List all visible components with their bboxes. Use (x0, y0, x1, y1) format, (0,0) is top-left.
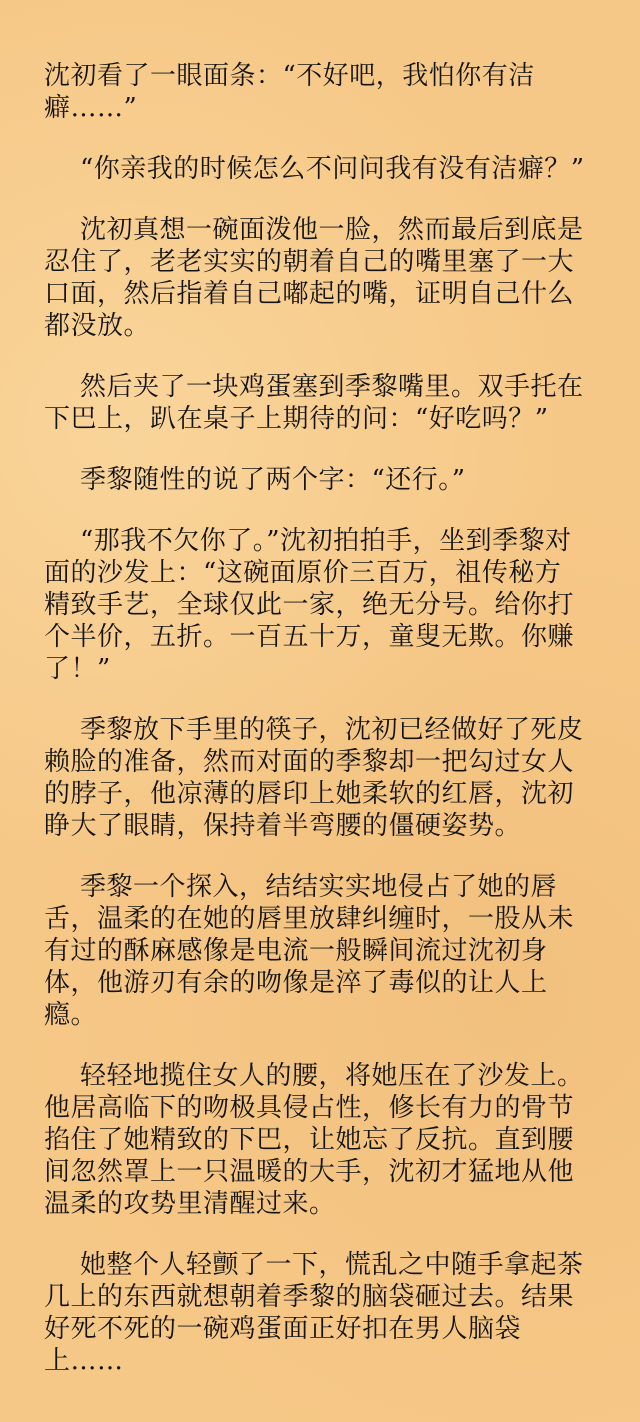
paragraph-line: 个半价，五折。一百五十万，童叟无欺。你赚 (44, 622, 575, 652)
paragraph (44, 60, 604, 124)
paragraph-line: 轻轻地揽住女人的腰，将她压在了沙发上。 (80, 1061, 584, 1091)
paragraph-line: 她整个人轻颤了一下，慌乱之中随手拿起茶 (80, 1250, 584, 1280)
paragraph-line: 好死不死的一碗鸡蛋面正好扣在男人脑袋 (44, 1314, 522, 1344)
paragraph-line: 温柔的攻势里清醒过来。 (44, 1189, 336, 1219)
paragraph-line: 季黎随性的说了两个字：“还行。” (80, 465, 466, 495)
paragraph (44, 214, 604, 342)
paragraph-line: 舌，温柔的在她的唇里放肆纠缠时，一股从未 (44, 904, 575, 934)
paragraph-line: 了！” (44, 654, 111, 684)
paragraph-line: 精致手艺，全球仅此一家，绝无分号。给你打 (44, 590, 575, 620)
paragraph-line: 的脖子，他凉薄的唇印上她柔软的红唇，沈初 (44, 779, 575, 809)
paragraph (44, 1060, 604, 1220)
paragraph-line: 面的沙发上：“这碗面原价三百万，祖传秘方 (44, 558, 562, 588)
paragraph (44, 153, 604, 185)
paragraph-line: 他居高临下的吻极具侵占性，修长有力的骨节 (44, 1093, 575, 1123)
paragraph-line: 季黎放下手里的筷子，沈初已经做好了死皮 (80, 715, 584, 745)
paragraph (44, 1249, 604, 1377)
paragraph-line: 癖……” (44, 93, 138, 123)
paragraph-line: 瘾。 (44, 1000, 98, 1030)
paragraph (44, 371, 604, 435)
paragraph-line: “你亲我的时候怎么不问问我有没有洁癖？” (80, 154, 585, 184)
paragraph-line: 季黎一个探入，结结实实地侵占了她的唇 (80, 872, 558, 902)
paragraph (44, 714, 604, 842)
paragraph-line: 都没放。 (44, 311, 151, 341)
paragraph-line: 上…… (44, 1346, 124, 1376)
paragraph (44, 464, 604, 496)
paragraph-line: 赖脸的准备，然而对面的季黎却一把勾过女人 (44, 747, 575, 777)
paragraph-line: 间忽然罩上一只温暖的大手，沈初才猛地从他 (44, 1157, 575, 1187)
paragraph-line: 下巴上，趴在桌子上期待的问：“好吃吗？” (44, 404, 549, 434)
paragraph-line: 沈初看了一眼面条：“不好吧，我怕你有洁 (44, 61, 535, 91)
paragraph-line: 体，他游刃有余的吻像是淬了毒似的让人上 (44, 968, 548, 998)
paragraph (44, 871, 604, 1031)
paragraph-line: “那我不欠你了。”沈初拍拍手，坐到季黎对 (80, 526, 572, 556)
paragraph-line: 几上的东西就想朝着季黎的脑袋砸过去。结果 (44, 1282, 575, 1312)
paragraph-line: 沈初真想一碗面泼他一脸，然而最后到底是 (80, 215, 584, 245)
paragraph (44, 525, 604, 685)
paragraph-line: 睁大了眼睛，保持着半弯腰的僵硬姿势。 (44, 811, 522, 841)
paragraph-line: 口面，然后指着自己嘟起的嘴，证明自己什么 (44, 279, 575, 309)
paragraph-line: 有过的酥麻感像是电流一般瞬间流过沈初身 (44, 936, 548, 966)
paragraph-line: 然后夹了一块鸡蛋塞到季黎嘴里。双手托在 (80, 372, 584, 402)
paragraph-line: 忍住了，老老实实的朝着自己的嘴里塞了一大 (44, 247, 575, 277)
paragraph-line: 掐住了她精致的下巴，让她忘了反抗。直到腰 (44, 1125, 575, 1155)
